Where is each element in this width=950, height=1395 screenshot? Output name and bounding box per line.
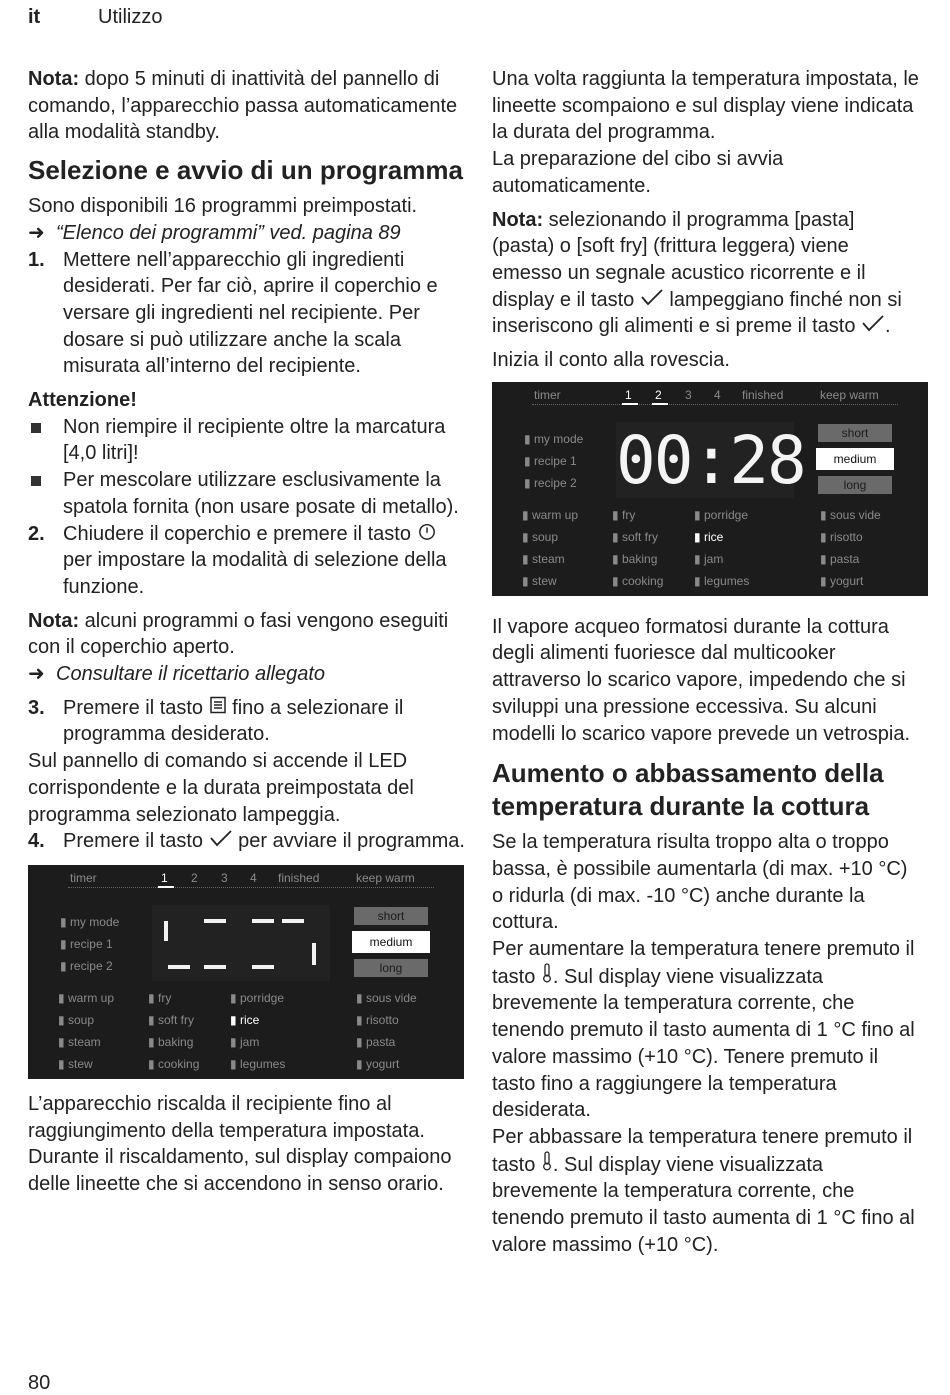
finished-label: finished — [742, 387, 784, 402]
program-label: steam — [68, 1034, 101, 1049]
keep-warm-label: keep warm — [820, 387, 879, 402]
menu-button-icon — [209, 695, 227, 722]
cooking-starts-text: La preparazione del cibo si avvia automaticamente. — [492, 148, 784, 197]
program-label: soft fry — [158, 1012, 195, 1027]
led-marker: ▮ — [230, 990, 237, 1005]
page-header — [28, 6, 163, 29]
heading-program-selection: Selezione e avvio di un programma — [28, 155, 463, 186]
mode-label: ▮ my mode — [524, 431, 584, 446]
step-indicator: 3 — [221, 870, 228, 885]
program-label: porridge — [240, 990, 285, 1005]
program-label: yogurt — [366, 1056, 400, 1071]
led-marker: ▮ — [612, 529, 619, 544]
led-marker: ▮ — [356, 1012, 363, 1027]
led-marker: ▮ — [522, 573, 529, 588]
bullet-square-icon — [31, 423, 41, 433]
program-label: jam — [240, 1034, 260, 1049]
program-label: jam — [704, 551, 724, 566]
keep-warm-label: keep warm — [356, 870, 415, 885]
led-marker: ▮ — [820, 573, 827, 588]
led-marker: ▮ — [230, 1034, 237, 1049]
program-label: baking — [158, 1034, 194, 1049]
recipe-book-reference: ➜ Consultare il ricettario allegato — [28, 661, 468, 688]
step-indicator: 4 — [250, 870, 257, 885]
program-list-reference: ➜ “Elenco dei programmi” ved. pagina 89 — [28, 220, 468, 247]
led-marker: ▮ — [820, 529, 827, 544]
decrease-temperature-text: Per abbassare la temperatura tenere premuto il tasto . Sul display viene visualizzata brevemente la temperatura corrente, che tenendo premuto il tasto aumenta di 1 °C fino al valore massimo (+10 °C). — [492, 1125, 915, 1256]
left-column — [28, 66, 468, 1198]
program-label: pasta — [830, 551, 860, 566]
step-indicator: 1 — [625, 387, 632, 402]
mode-label: ▮ recipe 2 — [60, 958, 113, 973]
program-label: sous vide — [830, 507, 881, 522]
program-label: risotto — [830, 529, 863, 544]
led-text: Sul pannello di comando si accende il LED corrispondente e la durata preimpostata del programma selezionato lampeggia. — [28, 750, 414, 826]
step-indicator: 1 — [161, 870, 168, 885]
short-button[interactable]: short — [818, 424, 892, 442]
check-button-icon — [209, 828, 233, 855]
heading-temperature-adjust: Aumento o abbassamento della temperatura durante la cottura — [492, 758, 884, 822]
led-marker: ▮ — [522, 551, 529, 566]
led-marker: ▮ — [612, 573, 619, 588]
step-indicator: 4 — [714, 387, 721, 402]
medium-button[interactable]: medium — [816, 448, 894, 470]
timer-label: timer — [534, 387, 561, 402]
mode-label: ▮ my mode — [60, 914, 120, 929]
right-column — [492, 66, 922, 1259]
led-marker: ▮ — [58, 990, 65, 1005]
led-marker: ▮ — [230, 1056, 237, 1071]
program-label: fry — [158, 990, 172, 1005]
led-marker: ▮ — [148, 990, 155, 1005]
led-marker: ▮ — [356, 1034, 363, 1049]
step-4: 4. Premere il tasto per avviare il programma. — [28, 828, 468, 855]
temperature-intro: Se la temperatura risulta troppo alta o troppo bassa, è possibile aumentarla (di max. +10 °C) o ridurla (di max. -10 °C) anche durante la cottura. — [492, 831, 908, 934]
timer-label: timer — [70, 870, 97, 885]
step-indicator: 3 — [685, 387, 692, 402]
program-label: sous vide — [366, 990, 417, 1005]
note-pasta-softfry: Nota: selezionando il programma [pasta] (pasta) o [soft fry] (frittura leggera) viene emesso un segnale acustico ricorrente e il display e il tasto lampeggiano finché non si inseriscono gli alimenti e si preme il tasto . — [492, 207, 922, 341]
program-label: risotto — [366, 1012, 399, 1027]
led-marker: ▮ — [58, 1012, 65, 1027]
program-label: soup — [68, 1012, 95, 1027]
arrow-right-icon: ➜ — [28, 663, 45, 686]
program-label: warm up — [68, 990, 115, 1005]
mode-label: ▮ recipe 1 — [524, 453, 577, 468]
led-marker: ▮ — [694, 551, 701, 566]
bullet-square-icon — [31, 476, 41, 486]
led-marker: ▮ — [820, 507, 827, 522]
program-label: cooking — [622, 573, 664, 588]
program-label: soft fry — [622, 529, 659, 544]
language-code: it — [28, 6, 41, 28]
led-marker: ▮ — [356, 1056, 363, 1071]
program-label: soup — [532, 529, 559, 544]
led-marker: ▮ — [148, 1056, 155, 1071]
bullet-item: Per mescolare utilizzare esclusivamente la spatola fornita (non usare posate di metallo). — [28, 467, 468, 520]
led-marker: ▮ — [356, 990, 363, 1005]
step-indicator: 2 — [655, 387, 662, 402]
program-label: rice — [704, 529, 724, 544]
led-marker: ▮ — [612, 551, 619, 566]
program-label: stew — [68, 1056, 93, 1071]
led-marker: ▮ — [820, 551, 827, 566]
check-button-icon — [861, 313, 885, 340]
step-2: 2. Chiudere il coperchio e premere il tasto per impostare la modalità di selezione della funzione. — [28, 522, 447, 598]
program-label: baking — [622, 551, 658, 566]
attention-label: Attenzione! — [28, 389, 137, 412]
mode-label: ▮ recipe 2 — [524, 475, 577, 490]
section-title: Utilizzo — [98, 6, 163, 28]
check-button-icon — [640, 287, 664, 314]
led-marker: ▮ — [694, 573, 701, 588]
note-open-lid: Nota: alcuni programmi o fasi vengono eseguiti con il coperchio aperto. — [28, 609, 449, 659]
program-label: rice — [240, 1012, 260, 1027]
program-label: warm up — [532, 507, 579, 522]
led-marker: ▮ — [694, 529, 701, 544]
led-marker: ▮ — [694, 507, 701, 522]
led-marker: ▮ — [58, 1056, 65, 1071]
long-button[interactable]: long — [818, 476, 892, 494]
countdown-time: 00:28 — [616, 421, 805, 499]
intro-text: Sono disponibili 16 programmi preimpostati. — [28, 195, 418, 218]
countdown-display — [616, 421, 805, 499]
control-panel-heating — [28, 865, 464, 1079]
finished-label: finished — [278, 870, 320, 885]
power-button-icon — [417, 521, 437, 548]
step-3: 3. Premere il tasto fino a selezionare il programma desiderato. — [28, 696, 404, 746]
program-label: yogurt — [830, 573, 864, 588]
thermometer-icon — [541, 963, 553, 991]
short-button[interactable]: short — [354, 907, 428, 925]
control-panel-countdown — [492, 382, 928, 596]
led-marker: ▮ — [230, 1012, 237, 1027]
led-marker: ▮ — [148, 1012, 155, 1027]
temperature-reached-text: Una volta raggiunta la temperatura impostata, le lineette scompaiono e sul display viene indicata la durata del programma. — [492, 68, 919, 144]
led-marker: ▮ — [58, 1034, 65, 1049]
countdown-text: Inizia il conto alla rovescia. — [492, 349, 730, 372]
arrow-right-icon: ➜ — [28, 221, 45, 244]
program-label: fry — [622, 507, 636, 522]
note-standby: Nota: dopo 5 minuti di inattività del pannello di comando, l’apparecchio passa automaticamente alla modalità standby. — [28, 68, 458, 144]
step-1: 1. Mettere nell’apparecchio gli ingredienti desiderati. Per far ciò, aprire il coperchio e versare gli ingredienti nel recipiente. Per dosare si può utilizzare anche la scala misurata all’interno del recipiente. — [28, 248, 438, 378]
program-label: cooking — [158, 1056, 200, 1071]
program-label: pasta — [366, 1034, 396, 1049]
led-marker: ▮ — [148, 1034, 155, 1049]
led-marker: ▮ — [522, 529, 529, 544]
heating-dash-display — [152, 905, 330, 981]
long-button[interactable]: long — [354, 959, 428, 977]
step-indicator: 2 — [191, 870, 198, 885]
program-label: stew — [532, 573, 557, 588]
led-marker: ▮ — [612, 507, 619, 522]
increase-temperature-text: Per aumentare la temperatura tenere premuto il tasto . Sul display viene visualizzata brevemente la temperatura corrente, che tenendo premuto il tasto aumenta di 1 °C fino al valore massimo (+10 °C). Tenere premuto il tasto fino a raggiungere la temperatura desiderata. — [492, 938, 915, 1122]
steam-text: Il vapore acqueo formatosi durante la cottura degli alimenti fuoriesce dal multicooker attraverso lo scarico vapore, impedendo che si sviluppi una pressione eccessiva. Su alcuni modelli lo scarico vapore prevede un vetrospia. — [492, 615, 910, 745]
heating-description: L’apparecchio riscalda il recipiente fino al raggiungimento della temperatura impostata. Durante il riscaldamento, sul display compaiono delle lineette che si accendono in senso orario. — [28, 1092, 452, 1196]
program-label: legumes — [704, 573, 750, 588]
led-marker: ▮ — [522, 507, 529, 522]
bullet-item: Non riempire il recipiente oltre la marcatura [4,0 litri]! — [28, 414, 468, 467]
page-number: 80 — [28, 1372, 51, 1394]
medium-button[interactable]: medium — [352, 931, 430, 953]
program-label: steam — [532, 551, 565, 566]
program-label: legumes — [240, 1056, 286, 1071]
thermometer-icon — [541, 1151, 553, 1179]
program-label: porridge — [704, 507, 749, 522]
mode-label: ▮ recipe 1 — [60, 936, 113, 951]
